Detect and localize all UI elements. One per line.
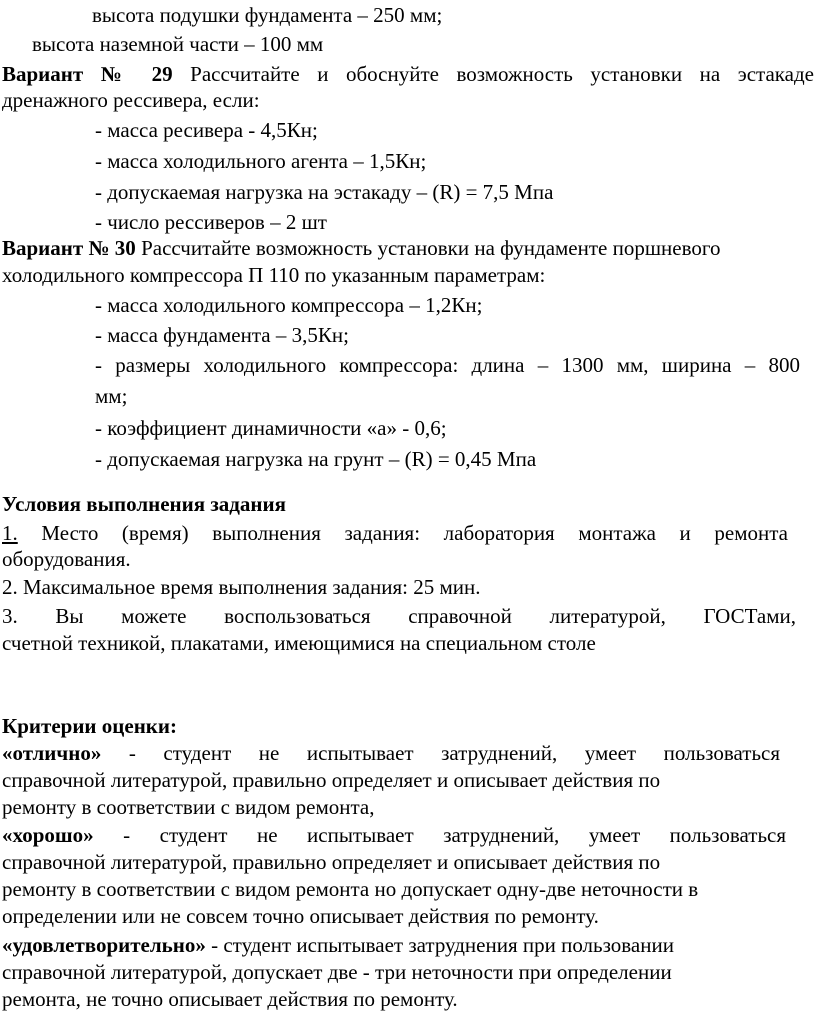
conditions-item-2: 2. Максимальное время выполнения задания: 25 мин. xyxy=(2,575,481,599)
criteria-good-label: «хорошо» xyxy=(2,823,94,847)
conditions-item-1-text: Место (время) выполнения задания: лаборатория монтажа и ремонта xyxy=(17,521,788,545)
criteria-satisfactory-text: - студент испытывает затруднения при пользовании xyxy=(205,933,674,957)
variant30-item: - допускаемая нагрузка на грунт – (R) = 0,45 Мпа xyxy=(95,447,537,471)
variant29-item: - масса холодильного агента – 1,5Кн; xyxy=(95,149,427,173)
criteria-excellent-label: «отлично» xyxy=(2,741,102,765)
conditions-item-1-line1 xyxy=(2,520,788,546)
conditions-item-1-number: 1. xyxy=(2,521,18,545)
variant30-label: Вариант № 30 xyxy=(2,236,136,260)
criteria-good-line3: ремонту в соответствии с видом ремонта но допускает одну-две неточности в xyxy=(2,877,699,901)
criteria-good-line4: определении или не совсем точно описывает действия по ремонту. xyxy=(2,904,599,928)
variant29-label: Вариант № 29 xyxy=(2,62,173,86)
variant29-item: - число рессиверов – 2 шт xyxy=(95,210,327,234)
variant30-item: - размеры холодильного компрессора: длина – 1300 мм, ширина – 800 xyxy=(95,353,800,377)
criteria-heading xyxy=(2,713,816,739)
variant30-item: - коэффициент динамичности «а» - 0,6; xyxy=(95,416,447,440)
variant30-text-line1: Рассчитайте возможность установки на фундаменте поршневого xyxy=(135,236,721,260)
criteria-excellent-line2: справочной литературой, правильно определяет и описывает действия по xyxy=(2,768,661,792)
variant30-text-line2: холодильного компрессора П 110 по указанным параметрам: xyxy=(2,263,546,287)
variant30-item: - масса фундамента – 3,5Кн; xyxy=(95,323,349,347)
criteria-excellent-line1 xyxy=(2,740,780,766)
conditions-item-1-line2: оборудования. xyxy=(2,547,131,571)
variant29-item: - допускаемая нагрузка на эстакаду – (R) = 7,5 Мпа xyxy=(95,180,554,204)
criteria-good-line2: справочной литературой, правильно определяет и описывает действия по xyxy=(2,850,661,874)
conditions-heading xyxy=(2,491,816,517)
criteria-satisfactory-line3: ремонта, не точно описывает действия по ремонту. xyxy=(2,987,458,1011)
criteria-excellent-text: - студент не испытывает затруднений, умеет пользоваться xyxy=(101,741,780,765)
criteria-good-text: - студент не испытывает затруднений, умеет пользоваться xyxy=(93,823,786,847)
variant30-heading-line xyxy=(2,235,816,261)
intro-line-2: высота наземной части – 100 мм xyxy=(32,32,324,56)
criteria-heading-text: Критерии оценки: xyxy=(2,714,177,738)
conditions-item-3-line1: 3. Вы можете воспользоваться справочной литературой, ГОСТами, xyxy=(2,604,796,628)
variant30-item: - масса холодильного компрессора – 1,2Кн; xyxy=(95,293,483,317)
criteria-satisfactory-line1 xyxy=(2,932,816,958)
conditions-item-3-line2: счетной техникой, плакатами, имеющимися на специальном столе xyxy=(2,631,596,655)
variant29-text-line2: дренажного рессивера, если: xyxy=(2,88,260,112)
criteria-good-line1 xyxy=(2,822,786,848)
criteria-satisfactory-line2: справочной литературой, допускает две - три неточности при определении xyxy=(2,960,672,984)
criteria-excellent-line3: ремонту в соответствии с видом ремонта, xyxy=(2,795,375,819)
criteria-satisfactory-label: «удовлетворительно» xyxy=(2,933,206,957)
variant29-heading-line xyxy=(2,61,814,87)
variant29-item: - масса ресивера - 4,5Кн; xyxy=(95,118,318,142)
conditions-heading-text: Условия выполнения задания xyxy=(2,492,286,516)
variant30-item-continued: мм; xyxy=(95,384,128,408)
variant29-text-line1: Рассчитайте и обоснуйте возможность установки на эстакаде xyxy=(172,62,814,86)
intro-line-1: высота подушки фундамента – 250 мм; xyxy=(92,3,443,27)
